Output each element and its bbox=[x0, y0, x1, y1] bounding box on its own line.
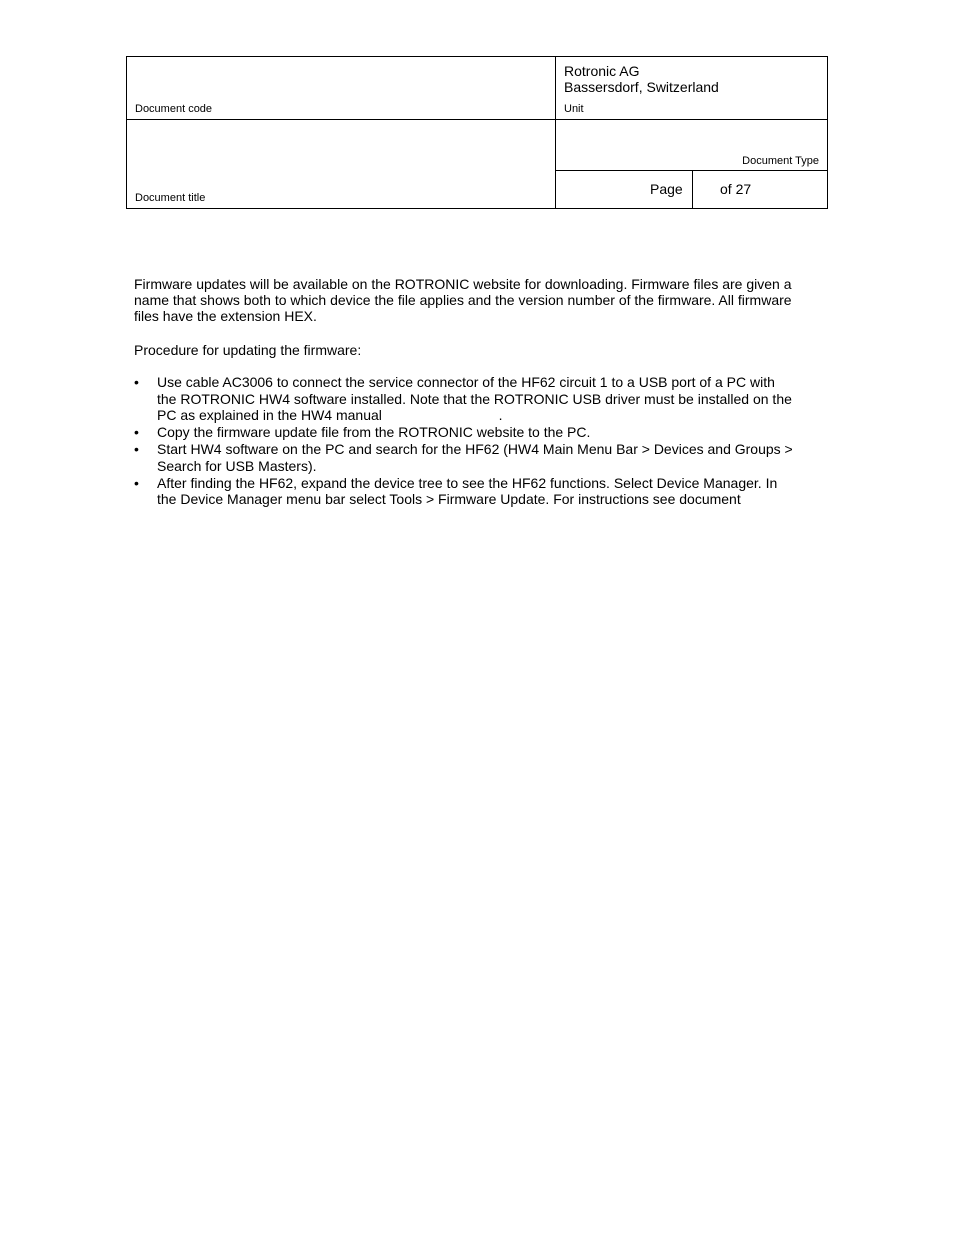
intro-paragraph: Firmware updates will be available on the ROTRONIC website for downloading. Firmware files are given a name that shows both to which device the file applies and the version number of the firmware. All firmware files have the extension HEX. bbox=[134, 276, 792, 324]
document-code-label: Document code bbox=[135, 103, 213, 115]
list-item bbox=[134, 374, 794, 424]
page-total: of 27 bbox=[720, 181, 752, 197]
procedure-heading: Procedure for updating the firmware: bbox=[134, 342, 362, 358]
company-name: Rotronic AG bbox=[564, 63, 640, 79]
bullet-icon: • bbox=[134, 424, 139, 440]
bullet-icon: • bbox=[134, 441, 139, 457]
company-location: Bassersdorf, Switzerland bbox=[564, 79, 719, 95]
list-item bbox=[134, 441, 794, 474]
unit-label: Unit bbox=[564, 103, 584, 115]
bullet-icon: • bbox=[134, 374, 139, 390]
list-item-text: Copy the firmware update file from the ROTRONIC website to the PC. bbox=[157, 424, 591, 440]
list-item-text: After finding the HF62, expand the device tree to see the HF62 functions. Select Device Manager. In the Device Manager menu bar select Tools > Firmware Update. For instructions see document bbox=[157, 474, 778, 507]
procedure-list bbox=[134, 374, 794, 508]
document-code-cell bbox=[126, 56, 556, 120]
document-title-label: Document title bbox=[135, 192, 206, 204]
list-item-text: Start HW4 software on the PC and search for the HF62 (HW4 Main Menu Bar > Devices and Groups > Search for USB Masters). bbox=[157, 441, 793, 474]
list-item bbox=[134, 424, 794, 441]
intro-paragraph-block bbox=[134, 276, 804, 324]
document-type-label: Document Type bbox=[742, 155, 819, 167]
bullet-icon: • bbox=[134, 474, 139, 491]
document-header-table bbox=[126, 56, 828, 209]
page-cell bbox=[555, 170, 693, 209]
procedure-heading-block bbox=[134, 342, 804, 358]
page-total-cell bbox=[692, 170, 828, 209]
document-title-cell bbox=[126, 119, 556, 209]
document-type-cell bbox=[555, 119, 828, 171]
list-item bbox=[134, 475, 794, 508]
page-label: Page bbox=[650, 181, 683, 197]
unit-cell bbox=[555, 56, 828, 120]
list-item-text: Use cable AC3006 to connect the service connector of the HF62 circuit 1 to a USB port of a PC with the ROTRONIC HW4 software installed. Note that the ROTRONIC USB driver must be installed on the PC as explained in the HW4 manual . bbox=[157, 374, 796, 423]
